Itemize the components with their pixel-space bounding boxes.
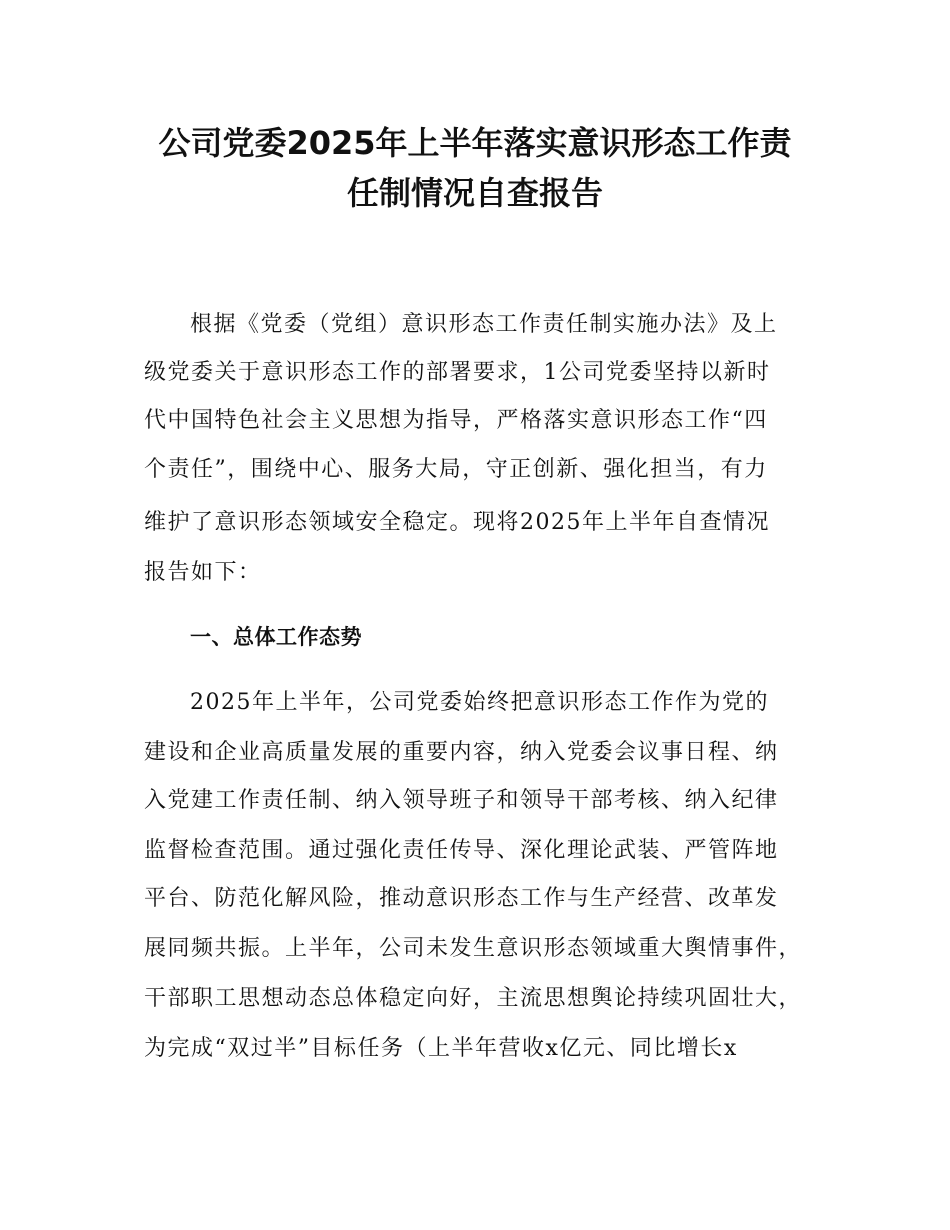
intro-paragraph-line: 个责任”，围绕中心、服务大局，守正创新、强化担当，有力 [144,457,768,482]
intro-paragraph-line: 代中国特色社会主义思想为指导，严格落实意识形态工作“四 [144,408,768,433]
section-paragraph-line: 为完成“双过半”目标任务（上半年营收x亿元、同比增长x [144,1036,738,1061]
intro-paragraph-line: 报告如下： [144,560,262,585]
intro-paragraph-line: 级党委关于意识形态工作的部署要求，1公司党委坚持以新时 [144,360,771,385]
intro-paragraph-line: 维护了意识形态领域安全稳定。现将2025年上半年自查情况 [144,510,770,535]
document-title-line-2: 任制情况自查报告 [346,174,603,212]
section-paragraph-line: 平台、防范化解风险，推动意识形态工作与生产经营、改革发 [144,886,779,911]
section-paragraph-line: 干部职工思想动态总体稳定向好，主流思想舆论持续巩固壮大， [144,986,803,1011]
intro-paragraph-line: 根据《党委（党组）意识形态工作责任制实施办法》及上 [190,312,778,337]
section-paragraph-line: 2025年上半年，公司党委始终把意识形态工作作为党的 [190,690,769,715]
section-paragraph-line: 入党建工作责任制、纳入领导班子和领导干部考核、纳入纪律 [144,788,779,813]
section-paragraph-line: 建设和企业高质量发展的重要内容，纳入党委会议事日程、纳 [144,740,779,765]
section-paragraph-line: 展同频共振。上半年，公司未发生意识形态领域重大舆情事件， [144,936,803,961]
section-paragraph-line: 监督检查范围。通过强化责任传导、深化理论武装、严管阵地 [144,838,779,863]
document-title-line-1: 公司党委2025年上半年落实意识形态工作责 [158,124,792,162]
section-heading: 一、总体工作态势 [190,625,362,649]
